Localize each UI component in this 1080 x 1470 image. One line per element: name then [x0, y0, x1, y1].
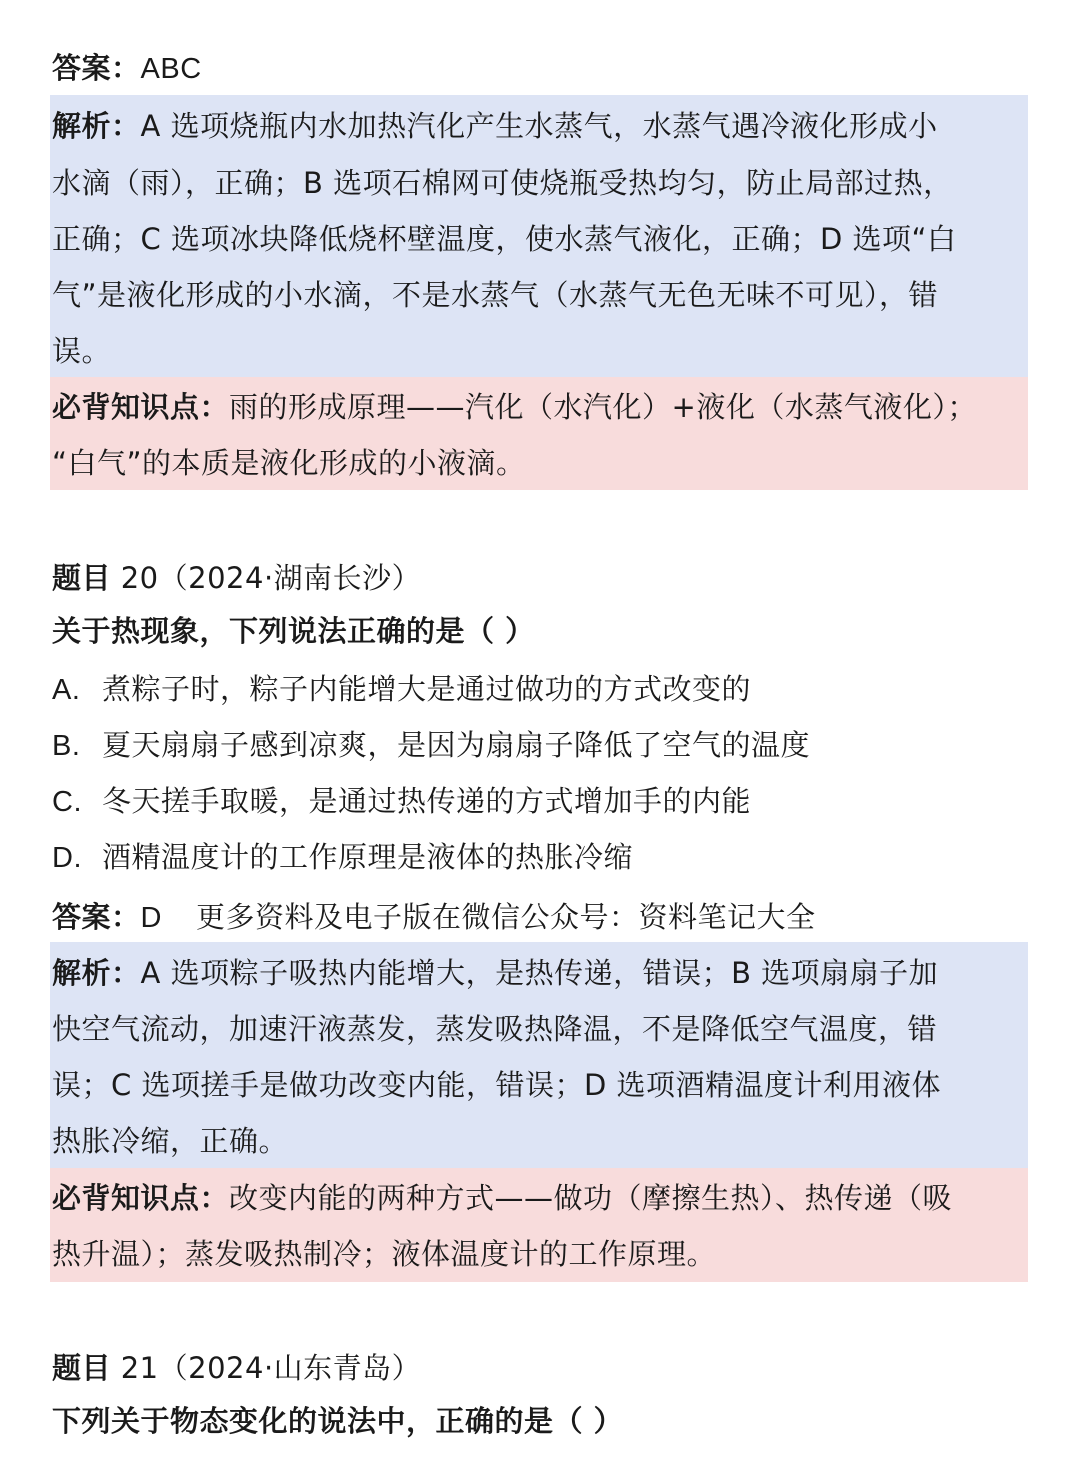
q21-title — [52, 1340, 1032, 1397]
q19-analysis-line-5 — [52, 323, 1032, 380]
q19-answer-label: 答案： — [52, 51, 141, 85]
q20-option-b-text: 夏天扇扇子感到凉爽，是因为扇扇子降低了空气的温度 — [102, 728, 811, 762]
q20-answer-label: 答案： — [52, 900, 141, 934]
q20-title — [52, 550, 1032, 607]
q20-knowledge-label: 必背知识点： — [52, 1181, 230, 1215]
q20-analysis-text-4: 热胀冷缩，正确。 — [52, 1124, 289, 1158]
q20-option-a-letter: A. — [52, 674, 81, 706]
q19-analysis-text-1: A 选项烧瓶内水加热汽化产生水蒸气，水蒸气遇冷液化形成小 — [140, 109, 938, 143]
q19-knowledge-text-2: “白气”的本质是液化形成的小液滴。 — [52, 446, 526, 480]
q20-option-a-text: 煮粽子时，粽子内能增大是通过做功的方式改变的 — [102, 672, 752, 706]
q19-answer-value: ABC — [140, 53, 202, 85]
q19-analysis-text-5: 误。 — [52, 334, 112, 368]
q21-title-rest: 21（2024·山东青岛） — [111, 1351, 422, 1385]
q19-analysis-line-3 — [52, 211, 1032, 268]
q19-knowledge-line-2 — [52, 435, 1032, 492]
q19-answer-line — [52, 40, 1032, 98]
q20-title-label: 题目 — [52, 561, 112, 595]
q20-option-b — [52, 717, 1032, 775]
q20-option-d-text: 酒精温度计的工作原理是液体的热胀冷缩 — [102, 840, 634, 874]
q21-title-label: 题目 — [52, 1351, 112, 1385]
q20-option-d-letter: D. — [52, 842, 82, 874]
q20-analysis-label: 解析： — [52, 956, 141, 990]
q20-analysis-text-3: 误；C 选项搓手是做功改变内能，错误；D 选项酒精温度计利用液体 — [52, 1068, 942, 1102]
q20-analysis-line-4 — [52, 1113, 1032, 1170]
q20-option-d — [52, 829, 1032, 887]
q20-option-a — [52, 661, 1032, 719]
q20-title-rest: 20（2024·湖南长沙） — [111, 561, 422, 595]
q21-question: 下列关于物态变化的说法中，正确的是（ ） — [52, 1404, 624, 1438]
q20-analysis-line-1 — [52, 945, 1032, 1002]
q20-answer-line — [52, 889, 1032, 947]
q19-knowledge-text-1: 雨的形成原理——汽化（水汽化）+液化（水蒸气液化）； — [229, 390, 977, 424]
q19-analysis-label: 解析： — [52, 109, 141, 143]
q19-analysis-line-2 — [52, 155, 1032, 212]
q19-knowledge-line-1 — [52, 379, 1032, 436]
q19-analysis-text-3: 正确；C 选项冰块降低烧杯壁温度，使水蒸气液化，正确；D 选项“白 — [52, 222, 957, 256]
q20-question: 关于热现象，下列说法正确的是（ ） — [52, 614, 535, 648]
q19-analysis-line-1 — [52, 98, 1032, 155]
watermark-text: 更多资料及电子版在微信公众号：资料笔记大全 — [195, 900, 816, 934]
q20-analysis-text-2: 快空气流动，加速汗液蒸发，蒸发吸热降温，不是降低空气温度，错 — [52, 1012, 938, 1046]
q19-analysis-text-2: 水滴（雨），正确；B 选项石棉网可使烧瓶受热均匀，防止局部过热， — [52, 166, 953, 200]
q20-analysis-text-1: A 选项粽子吸热内能增大，是热传递，错误；B 选项扇扇子加 — [140, 956, 939, 990]
q20-option-c-text: 冬天搓手取暖，是通过热传递的方式增加手的内能 — [102, 784, 752, 818]
q20-answer-value: D — [140, 902, 162, 934]
q20-knowledge-line-1 — [52, 1170, 1032, 1227]
q20-knowledge-text-2: 热升温）；蒸发吸热制冷；液体温度计的工作原理。 — [52, 1237, 717, 1271]
q19-analysis-line-4 — [52, 267, 1032, 324]
q20-knowledge-text-1: 改变内能的两种方式——做功（摩擦生热）、热传递（吸 — [229, 1181, 953, 1215]
q20-option-b-letter: B. — [52, 730, 81, 762]
q20-analysis-line-3 — [52, 1057, 1032, 1114]
q19-analysis-text-4: 气”是液化形成的小水滴，不是水蒸气（水蒸气无色无味不可见），错 — [52, 278, 939, 312]
q20-analysis-line-2 — [52, 1001, 1032, 1058]
q20-option-c — [52, 773, 1032, 831]
q20-knowledge-line-2 — [52, 1226, 1032, 1283]
q20-option-c-letter: C. — [52, 786, 82, 818]
q19-knowledge-label: 必背知识点： — [52, 390, 230, 424]
